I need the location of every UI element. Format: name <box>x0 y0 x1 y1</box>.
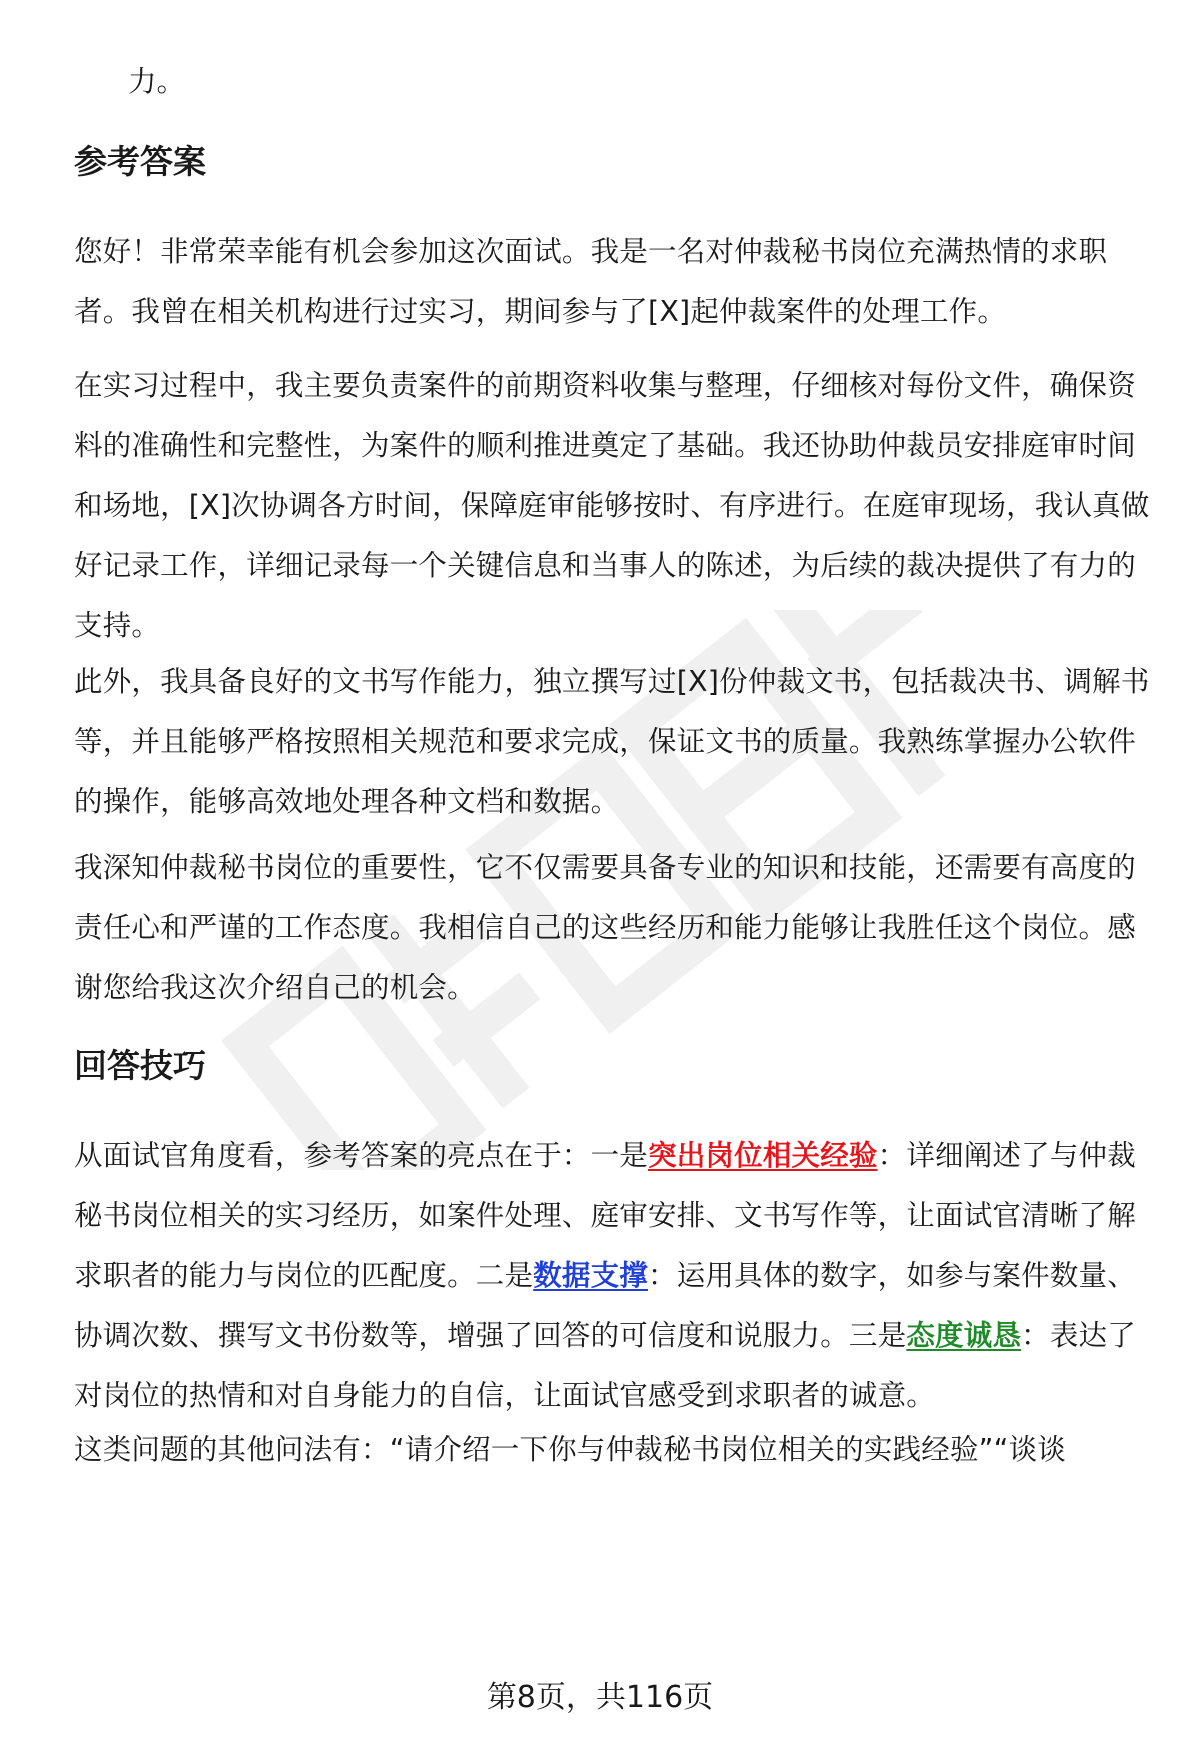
reference-paragraph-4: 我深知仲裁秘书岗位的重要性，它不仅需要具备专业的知识和技能，还需要有高度的责任心和严谨的工作态度。我相信自己的这些经历和能力能够让我胜任这个岗位。感谢您给我这次介绍自己的机会。 <box>74 851 1136 1004</box>
reference-paragraph-2: 在实习过程中，我主要负责案件的前期资料收集与整理，仔细核对每份文件，确保资料的准确性和完整性，为案件的顺利推进奠定了基础。我还协助仲裁员安排庭审时间和场地，[X]次协调各方时间，保障庭审能够按时、有序进行。在庭审现场，我认真做好记录工作，详细记录每一个关键信息和当事人的陈述，为后续的裁决提供了有力的支持。 <box>74 369 1150 642</box>
reference-answer-heading: 参考答案 <box>74 142 206 181</box>
other-asks-text: 这类问题的其他问法有：“请介绍一下你与仲裁秘书岗位相关的实践经验”“谈谈 <box>74 1433 1066 1466</box>
tips-text-4: ：表达了对岗位的热情和对自身能力的自信，让面试官感受到求职者的诚意。 <box>74 1319 1136 1412</box>
highlight-relevant-experience: 突出岗位相关经验 <box>648 1139 878 1172</box>
page-number-footer: 第8页，共116页 <box>486 1680 714 1715</box>
tips-text-3: ：运用具体的数字，如参与案件数量、协调次数、撰写文书份数等，增强了回答的可信度和说服力。三是 <box>74 1259 1136 1352</box>
intro-tail-text: 力。 <box>128 65 186 98</box>
answer-tips-heading: 回答技巧 <box>74 1046 206 1085</box>
tips-text-2: ：详细阐述了与仲裁秘书岗位相关的实习经历，如案件处理、庭审安排、文书写作等，让面试官清晰了解求职者的能力与岗位的匹配度。二是 <box>74 1139 1136 1292</box>
highlight-sincere-attitude: 态度诚恳 <box>906 1319 1022 1352</box>
reference-paragraph-3: 此外，我具备良好的文书写作能力，独立撰写过[X]份仲裁文书，包括裁决书、调解书等，并且能够严格按照相关规范和要求完成，保证文书的质量。我熟练掌握办公软件的操作，能够高效地处理各种文档和数据。 <box>74 665 1150 818</box>
tips-text-1: 从面试官角度看，参考答案的亮点在于：一是 <box>74 1139 649 1172</box>
highlight-data-support: 数据支撑 <box>533 1259 649 1292</box>
reference-paragraph-1: 您好！非常荣幸能有机会参加这次面试。我是一名对仲裁秘书岗位充满热情的求职者。我曾在相关机构进行过实习，期间参与了[X]起仲裁案件的处理工作。 <box>74 235 1108 328</box>
answer-tips-paragraph <box>74 1126 1154 1426</box>
